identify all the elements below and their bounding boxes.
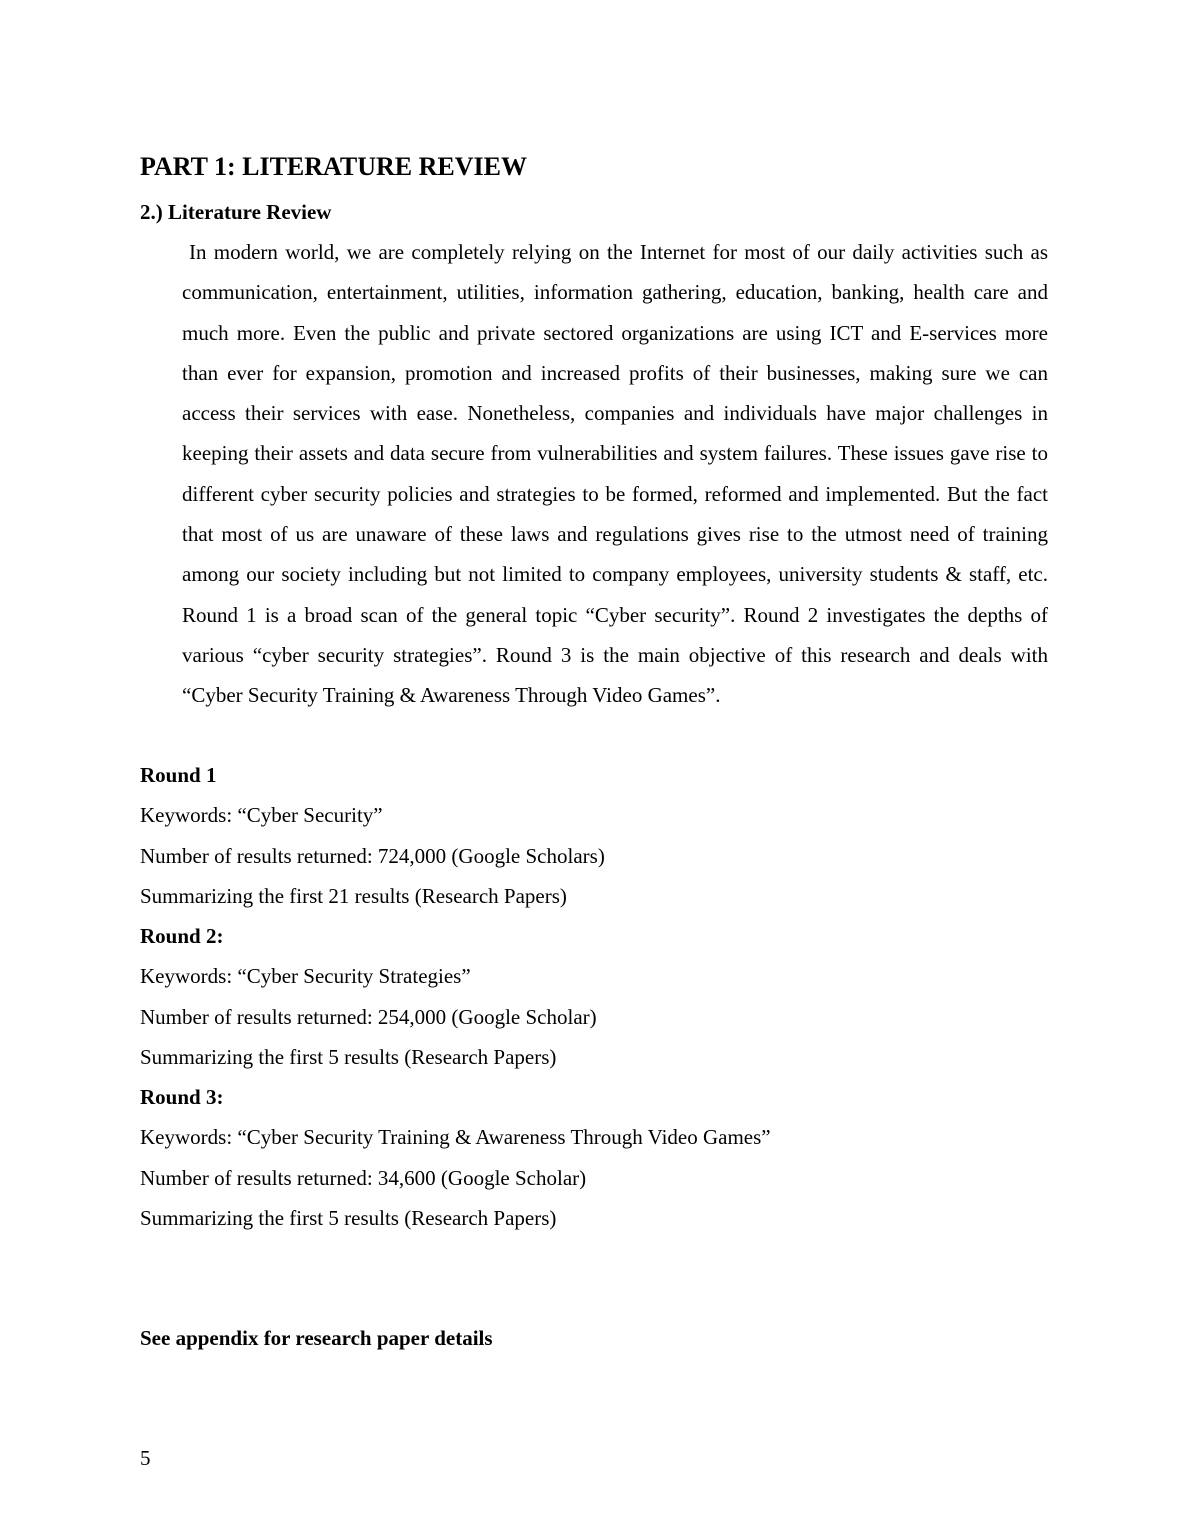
round-3-keywords: Keywords: “Cyber Security Training & Awareness Through Video Games” [140, 1125, 771, 1150]
round-1-results: Number of results returned: 724,000 (Google Scholars) [140, 843, 605, 868]
round-3-results: Number of results returned: 34,600 (Google Scholar) [140, 1165, 587, 1190]
round-1-heading: Round 1 [140, 763, 217, 787]
appendix-note: See appendix for research paper details [140, 1326, 493, 1350]
search-rounds [140, 755, 1050, 1238]
round-2-keywords: Keywords: “Cyber Security Strategies” [140, 964, 471, 989]
round-1-summary: Summarizing the first 21 results (Research Papers) [140, 883, 567, 908]
round-3-heading: Round 3: [140, 1085, 224, 1109]
round-2-heading: Round 2: [140, 924, 224, 948]
round-1-keywords: Keywords: “Cyber Security” [140, 803, 383, 828]
round-2-results: Number of results returned: 254,000 (Google Scholar) [140, 1004, 597, 1029]
intro-paragraph: In modern world, we are completely relying on the Internet for most of our daily activities such as communication, entertainment, utilities, information gathering, education, banking, health care and much more. Even the public and private sectored organizations are using ICT and E-services more than ever for expansion, promotion and increased profits of their businesses, making sure we can access their services with ease. Nonetheless, companies and individuals have major challenges in keeping their assets and data secure from vulnerabilities and system failures. These issues gave rise to different cyber security policies and strategies to be formed, reformed and implemented. But the fact that most of us are unaware of these laws and regulations gives rise to the utmost need of training among our society including but not limited to company employees, university students & staff, etc. Round 1 is a broad scan of the general topic “Cyber security”. Round 2 investigates the depths of various “cyber security strategies”. Round 3 is the main objective of this research and deals with “Cyber Security Training & Awareness Through Video Games”. [182, 240, 1048, 708]
part-title: PART 1: LITERATURE REVIEW [140, 152, 527, 181]
section-title: 2.) Literature Review [140, 200, 332, 224]
round-3-summary: Summarizing the first 5 results (Research Papers) [140, 1205, 557, 1230]
page-number: 5 [140, 1446, 151, 1470]
round-2-summary: Summarizing the first 5 results (Research Papers) [140, 1044, 557, 1069]
